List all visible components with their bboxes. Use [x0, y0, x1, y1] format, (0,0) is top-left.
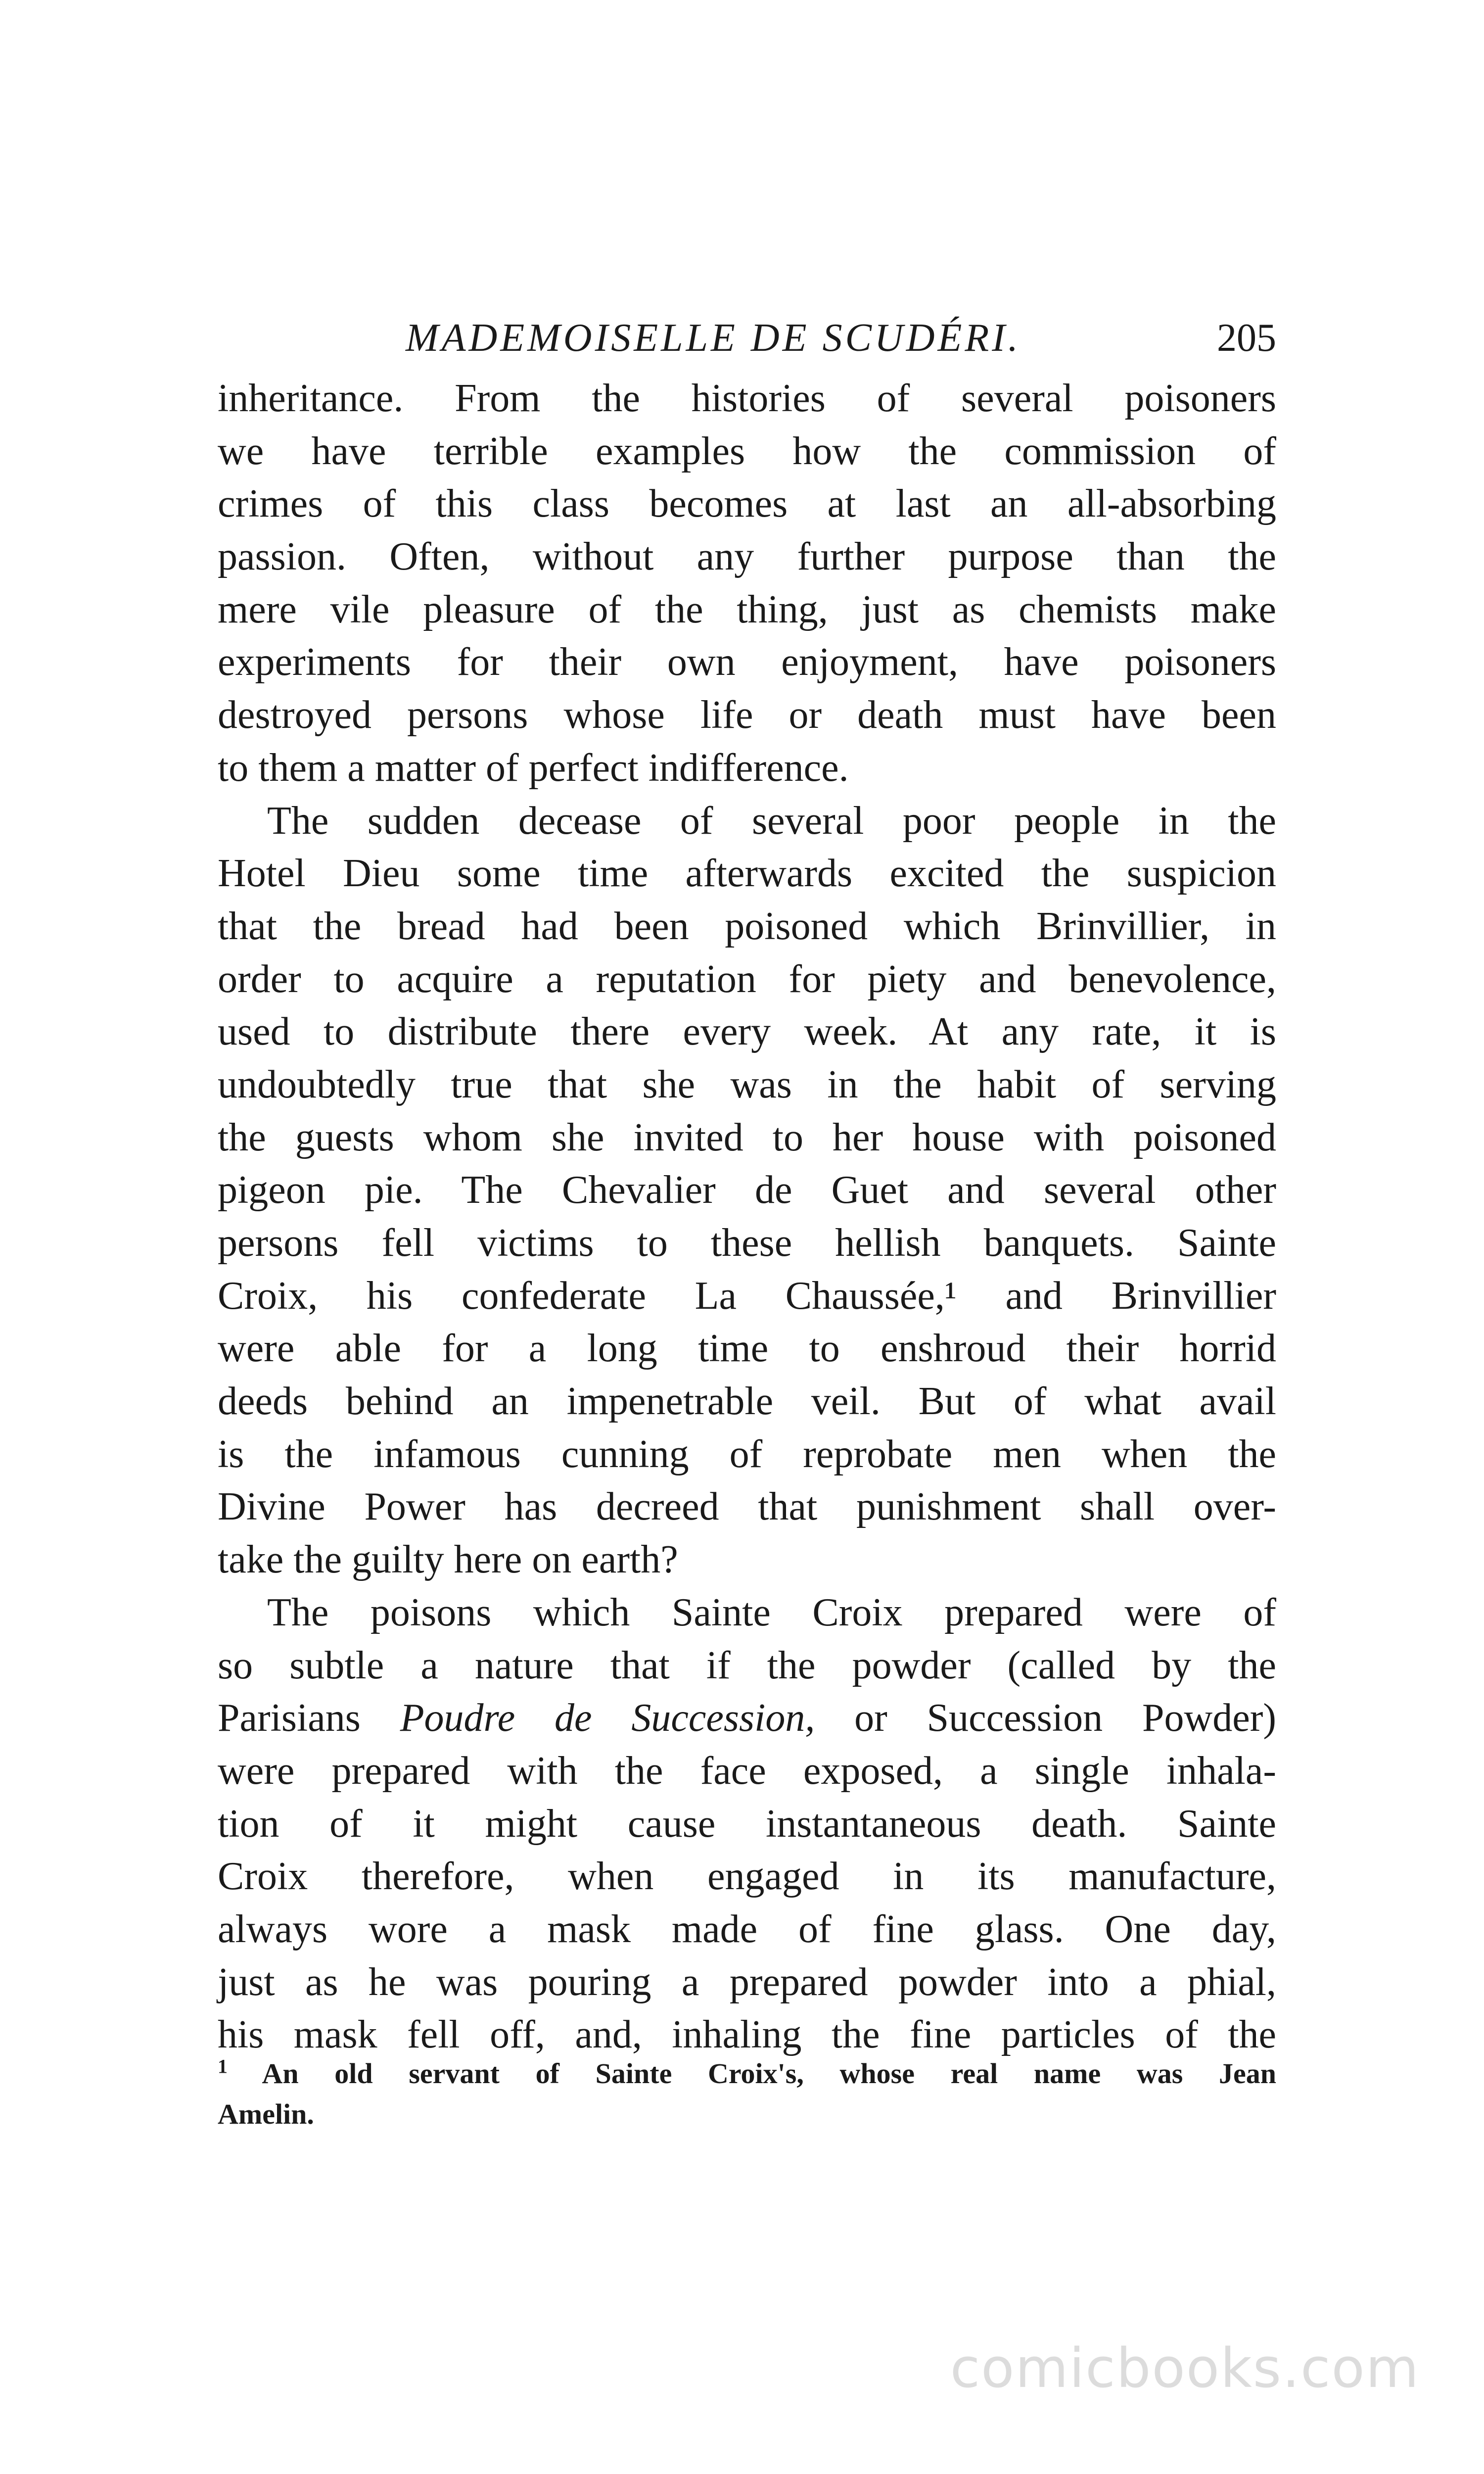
text-line: mere vile pleasure of the thing, just as chemists make: [218, 587, 1276, 631]
text-line: so subtle a nature that if the powder (called by the: [218, 1643, 1276, 1687]
text-line: undoubtedly true that she was in the habit of serving: [218, 1062, 1276, 1106]
footnote-line: Amelin.: [218, 2098, 314, 2130]
text-line: Croix, his confederate La Chaussée,¹ and Brinvillier: [218, 1274, 1276, 1318]
text-line: persons fell victims to these hellish banquets. Sainte: [218, 1221, 1276, 1265]
text-line: take the guilty here on earth?: [218, 1538, 678, 1582]
text-line: his mask fell off, and, inhaling the fine particles of the: [218, 2013, 1276, 2057]
text-line: crimes of this class becomes at last an all-absorbing: [218, 482, 1276, 526]
text-line: [218, 795, 1276, 848]
page-number: 205: [1217, 316, 1276, 360]
text-line: just as he was pouring a prepared powder into a phial,: [218, 1960, 1276, 2004]
watermark: comicbooks.com: [950, 2336, 1420, 2400]
text-line: were able for a long time to enshroud their horrid: [218, 1327, 1276, 1371]
paragraph-3: [218, 1586, 1276, 2061]
text-line: Parisians Poudre de Succession, or Succession Powder): [218, 1696, 1277, 1740]
text-line: experiments for their own enjoyment, have poisoners: [218, 640, 1276, 684]
footnote-line: [218, 2053, 1276, 2094]
text-line: were prepared with the face exposed, a single inhala-: [218, 1749, 1276, 1793]
text-line-content: The poisons which Sainte Croix prepared were of: [267, 1590, 1276, 1634]
text-line: always wore a mask made of fine glass. One day,: [218, 1907, 1276, 1951]
text-line: is the infamous cunning of reprobate men when the: [218, 1432, 1276, 1476]
text-line: deeds behind an impenetrable veil. But of what avail: [218, 1380, 1276, 1424]
text-line: that the bread had been poisoned which Brinvillier, in: [218, 904, 1276, 948]
text-line: Hotel Dieu some time afterwards excited the suspicion: [218, 852, 1276, 896]
running-head: [218, 311, 1276, 365]
paragraph-1: [218, 372, 1276, 795]
text-line: passion. Often, without any further purpose than the: [218, 535, 1276, 579]
body-text: [218, 372, 1276, 2061]
text-line: we have terrible examples how the commission of: [218, 429, 1276, 473]
text-line-content: The sudden decease of several poor people in the: [267, 799, 1276, 843]
text-line: inheritance. From the histories of several poisoners: [218, 377, 1276, 420]
text-line: destroyed persons whose life or death must have been: [218, 693, 1276, 737]
text-line: pigeon pie. The Chevalier de Guet and several other: [218, 1168, 1276, 1212]
footnote-text: An old servant of Sainte Croix's, whose real name was Jean: [262, 2057, 1276, 2090]
footnote: [218, 2053, 1276, 2135]
text-line: [218, 1586, 1276, 1639]
text-line: to them a matter of perfect indifference.: [218, 746, 849, 790]
text-line: used to distribute there every week. At any rate, it is: [218, 1010, 1276, 1054]
footnote-marker: 1: [218, 2055, 228, 2078]
running-title: MADEMOISELLE DE SCUDÉRI.: [406, 316, 1021, 360]
text-line: tion of it might cause instantaneous death. Sainte: [218, 1802, 1276, 1846]
text-line: Divine Power has decreed that punishment shall over-: [218, 1485, 1276, 1529]
italic-phrase: Poudre de Succession,: [400, 1696, 815, 1740]
text-line: order to acquire a reputation for piety and benevolence,: [218, 957, 1276, 1001]
paragraph-2: [218, 795, 1276, 1586]
text-line: Croix therefore, when engaged in its manufacture,: [218, 1855, 1276, 1899]
text-line: the guests whom she invited to her house with poisoned: [218, 1115, 1276, 1159]
